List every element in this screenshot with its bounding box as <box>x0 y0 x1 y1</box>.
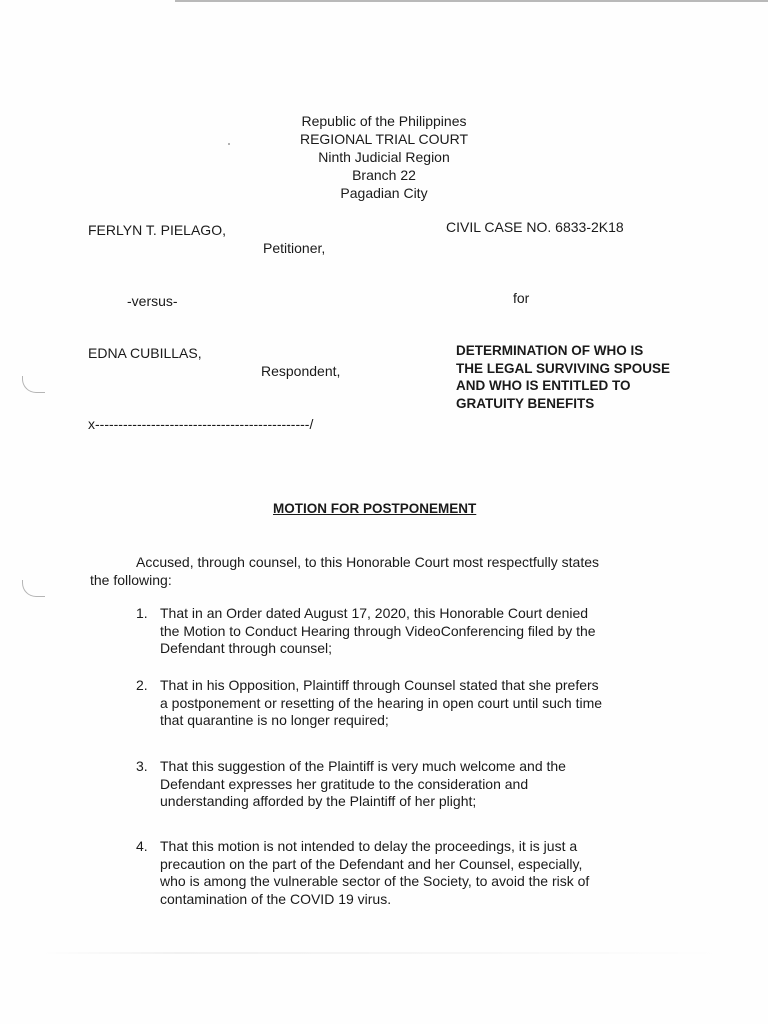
item-line: contamination of the COVID 19 virus. <box>160 890 392 907</box>
case-subject <box>456 342 670 412</box>
item-line: the Motion to Conduct Hearing through VideoConferencing filed by the <box>160 622 596 639</box>
motion-intro <box>90 553 599 589</box>
scan-edge-line <box>175 0 768 2</box>
court-header-region: Ninth Judicial Region <box>318 149 450 165</box>
respondent-role: Respondent, <box>261 363 341 379</box>
case-number: CIVIL CASE NO. 6833-2K18 <box>446 219 624 235</box>
motion-title: MOTION FOR POSTPONEMENT <box>273 501 477 516</box>
item-line: who is among the vulnerable sector of the Society, to avoid the risk of <box>160 873 590 889</box>
motion-item-1 <box>136 605 596 658</box>
court-header-court: REGIONAL TRIAL COURT <box>299 131 469 147</box>
item-line: That in an Order dated August 17, 2020, this Honorable Court denied <box>160 605 589 621</box>
item-line: That this suggestion of the Plaintiff is very much welcome and the <box>160 758 566 774</box>
petitioner-role: Petitioner, <box>263 240 326 256</box>
item-number: 2. <box>136 677 148 693</box>
item-number: 4. <box>136 838 148 854</box>
item-line: understanding afforded by the Plaintiff of her plight; <box>160 793 477 809</box>
court-header-branch: Branch 22 <box>352 167 416 183</box>
item-line: precaution on the part of the Defendant and her Counsel, especially, <box>160 855 583 872</box>
for-label: for <box>513 290 530 306</box>
court-header <box>234 112 534 202</box>
item-number: 3. <box>136 758 148 774</box>
case-subject-line: AND WHO IS ENTITLED TO <box>456 378 631 393</box>
item-line: a postponement or resetting of the hearing in open court until such time <box>160 694 603 711</box>
motion-item-2 <box>136 677 602 730</box>
item-line: that quarantine is no longer required; <box>160 712 389 728</box>
item-line: That this motion is not intended to delay the proceedings, it is just a <box>160 838 578 854</box>
intro-line: the following: <box>90 572 172 588</box>
caption-divider: x----------------------------------------------/ <box>88 416 314 432</box>
respondent-name: EDNA CUBILLAS, <box>88 345 202 361</box>
versus-label: -versus- <box>127 293 178 309</box>
punch-hole-mark-lower <box>22 580 45 597</box>
case-subject-line: DETERMINATION OF WHO IS <box>456 343 644 358</box>
item-line: Defendant through counsel; <box>160 640 333 656</box>
scan-smudge <box>40 952 730 954</box>
punch-hole-mark-upper <box>22 376 45 393</box>
motion-item-4 <box>136 838 589 908</box>
item-line: That in his Opposition, Plaintiff through Counsel stated that she prefers <box>160 677 599 693</box>
intro-line: Accused, through counsel, to this Honorable Court most respectfully states <box>136 554 600 570</box>
court-header-city: Pagadian City <box>340 185 428 201</box>
case-subject-line: THE LEGAL SURVIVING SPOUSE <box>456 360 671 376</box>
court-header-country: Republic of the Philippines <box>301 113 467 129</box>
motion-item-3 <box>136 758 566 811</box>
scan-speck <box>228 143 230 145</box>
item-number: 1. <box>136 605 148 621</box>
item-line: Defendant expresses her gratitude to the consideration and <box>160 775 529 792</box>
case-subject-line: GRATUITY BENEFITS <box>456 395 595 411</box>
petitioner-name: FERLYN T. PIELAGO, <box>88 222 226 238</box>
